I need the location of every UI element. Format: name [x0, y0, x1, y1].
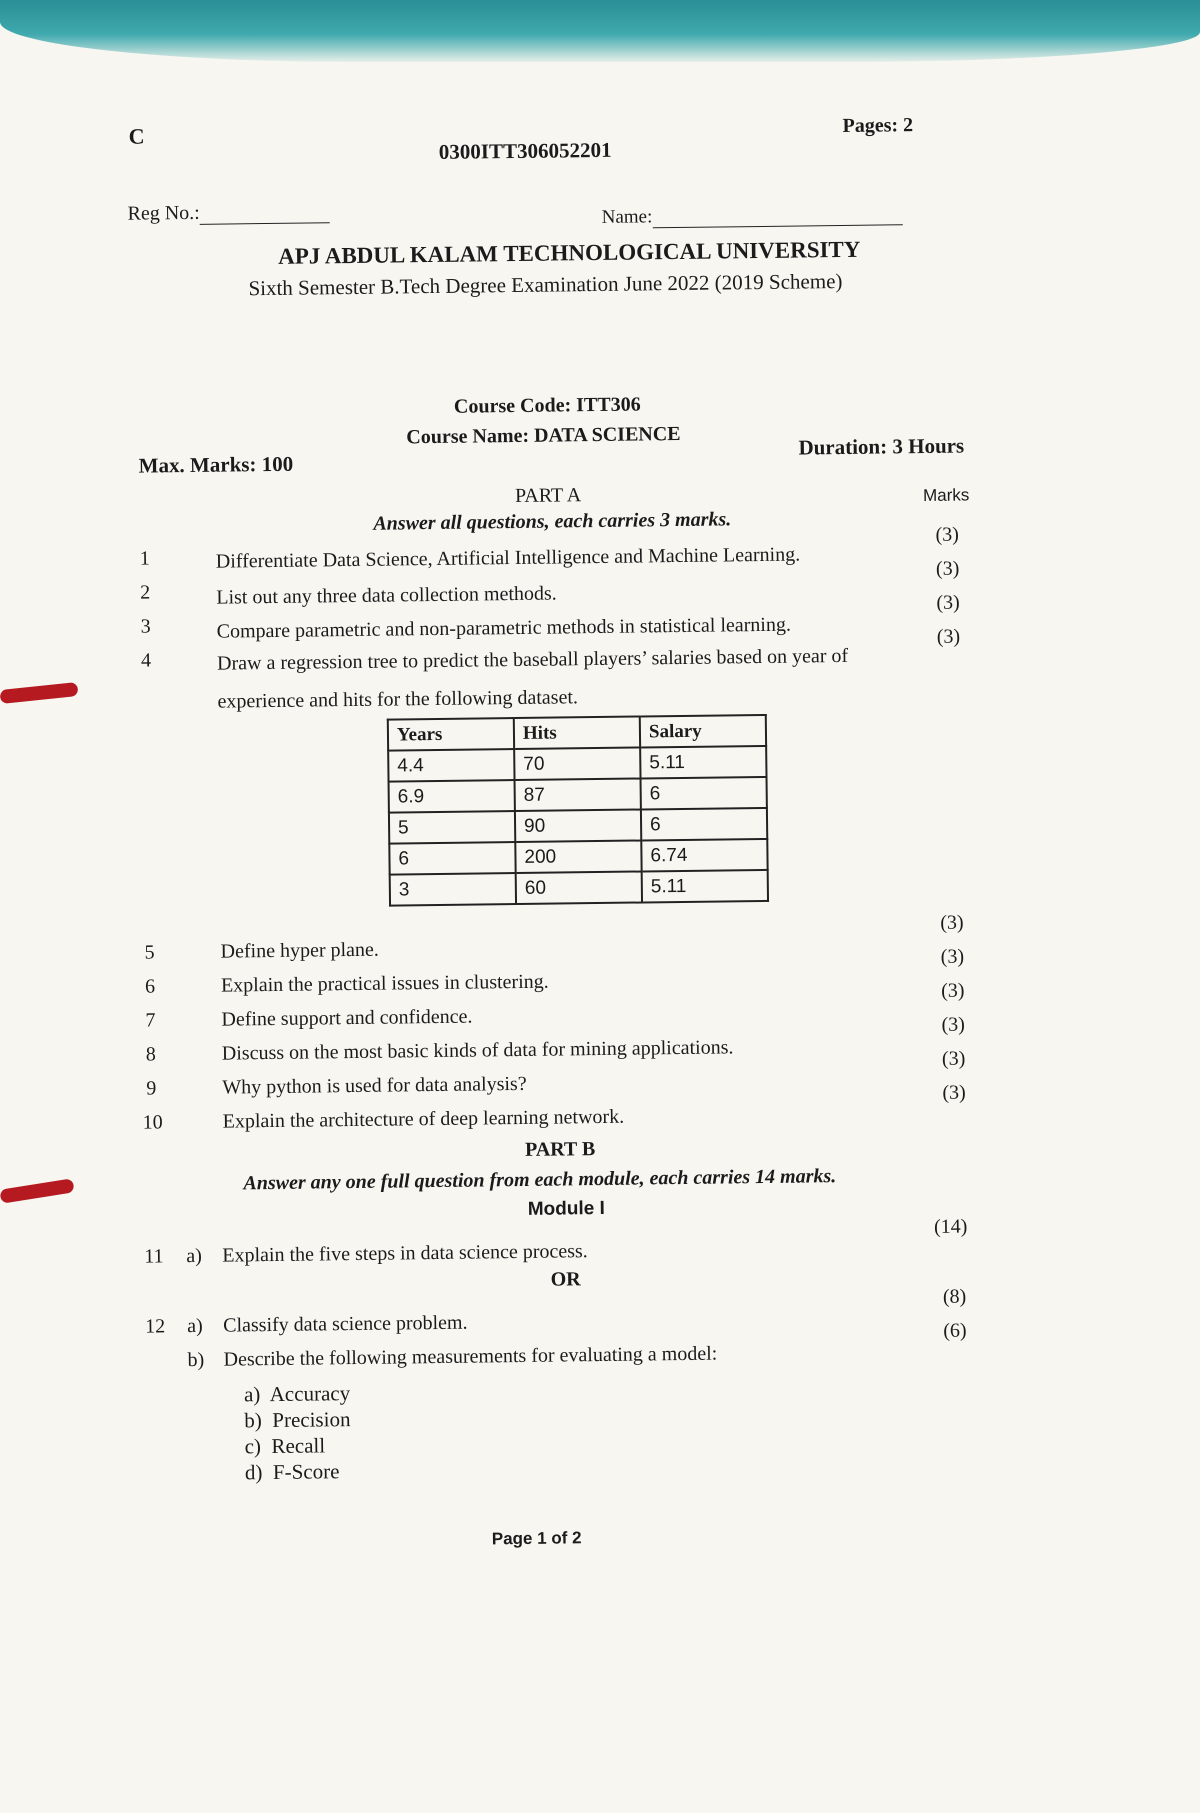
table-cell: 87	[515, 778, 641, 811]
max-marks: Max. Marks: 100	[138, 451, 294, 478]
question-marks: (3)	[936, 591, 960, 614]
list-item	[245, 1459, 351, 1486]
question-marks: (14)	[933, 1215, 968, 1238]
part-a-title: PART A	[514, 484, 582, 508]
question-text: Explain the practical issues in clustering.	[220, 970, 549, 997]
question-marks: (3)	[941, 979, 965, 1002]
page-count: Pages: 2	[842, 114, 914, 137]
paper-code: 0300ITT306052201	[438, 137, 612, 164]
course-name: Course Name: DATA SCIENCE	[406, 422, 681, 449]
question-number: 8	[145, 1043, 156, 1066]
question-number: 4	[140, 649, 152, 672]
question-number: 6	[144, 975, 156, 998]
table-cell: 6	[641, 808, 767, 841]
table-header-cell: Salary	[640, 715, 766, 748]
name-field	[602, 202, 903, 229]
question-text: Compare parametric and non-parametric methods in statistical learning.	[216, 613, 792, 643]
question-marks: (3)	[942, 1081, 966, 1104]
table-cell: 70	[514, 747, 640, 780]
dataset-table	[387, 714, 769, 907]
table-row	[390, 870, 768, 906]
table-cell: 6.9	[389, 780, 515, 813]
question-text: Define hyper plane.	[220, 938, 379, 963]
question-text: Explain the five steps in data science process.	[222, 1240, 588, 1267]
question-text: Discuss on the most basic kinds of data for mining applications.	[221, 1036, 734, 1065]
table-cell: 6	[389, 842, 515, 875]
list-item	[244, 1381, 350, 1408]
list-item-text: Recall	[271, 1433, 326, 1459]
name-label: Name:	[601, 206, 653, 228]
table-row	[389, 777, 767, 813]
question-text: Draw a regression tree to predict the baseball players’ salaries based on year of	[216, 644, 849, 675]
reg-no-field	[127, 199, 329, 225]
question-marks: (3)	[935, 523, 960, 546]
question-number: 3	[140, 615, 151, 638]
question-text: Describe the following measurements for evaluating a model:	[223, 1342, 718, 1371]
sub-question-label: a)	[186, 1244, 202, 1268]
measurement-list	[244, 1381, 351, 1486]
list-item-label: a)	[243, 1382, 261, 1407]
duration: Duration: 3 Hours	[798, 433, 965, 460]
or-separator: OR	[550, 1268, 581, 1291]
question-marks: (3)	[941, 1013, 966, 1036]
part-a-instruction: Answer all questions, each carries 3 marks.	[373, 508, 732, 535]
question-text: Why python is used for data analysis?	[222, 1072, 527, 1099]
question-marks: (3)	[940, 911, 964, 934]
list-item-label: b)	[244, 1408, 262, 1433]
table-cell: 3	[390, 873, 516, 906]
set-code: C	[128, 123, 145, 149]
table-cell: 60	[516, 871, 642, 904]
table-cell: 6.74	[641, 839, 767, 872]
question-number: 5	[144, 941, 155, 964]
question-text: Classify data science problem.	[223, 1311, 468, 1337]
part-b-title: PART B	[524, 1138, 596, 1161]
question-number: 12	[145, 1315, 166, 1338]
module-title: Module I	[527, 1197, 605, 1220]
table-cell: 5.11	[640, 746, 766, 779]
course-code: Course Code: ITT306	[453, 393, 641, 418]
question-text: Define support and confidence.	[221, 1005, 473, 1031]
question-marks: (6)	[943, 1319, 967, 1342]
page-footer: Page 1 of 2	[491, 1528, 582, 1549]
university-name: APJ ABDUL KALAM TECHNOLOGICAL UNIVERSITY	[277, 236, 861, 269]
question-number: 10	[142, 1111, 163, 1134]
list-item-text: Precision	[272, 1407, 351, 1433]
table-header-cell: Hits	[514, 717, 640, 750]
question-text: List out any three data collection methods.	[216, 582, 557, 609]
question-marks: (3)	[941, 1047, 966, 1070]
table-cell: 4.4	[388, 749, 514, 782]
table-row	[389, 839, 767, 875]
table-cell: 6	[641, 777, 767, 810]
list-item-text: Accuracy	[269, 1381, 351, 1407]
question-number: 2	[140, 581, 151, 604]
part-b-instruction: Answer any one full question from each module, each carries 14 marks.	[243, 1165, 837, 1195]
table-cell: 200	[515, 840, 641, 873]
list-item-label: d)	[244, 1460, 263, 1485]
sub-question-label: b)	[187, 1348, 205, 1372]
list-item	[244, 1407, 350, 1434]
reg-no-line	[200, 199, 330, 225]
marks-column-header: Marks	[922, 485, 970, 506]
exam-title: Sixth Semester B.Tech Degree Examination June 2022 (2019 Scheme)	[248, 268, 843, 301]
question-marks: (8)	[942, 1285, 967, 1308]
name-line	[652, 202, 902, 228]
question-text-continued: experience and hits for the following dataset.	[217, 686, 579, 713]
table-cell: 5.11	[642, 870, 768, 903]
question-text: Explain the architecture of deep learning network.	[222, 1105, 625, 1133]
table-header-cell: Years	[388, 718, 514, 751]
question-number: 9	[146, 1077, 157, 1100]
table-row	[389, 808, 767, 844]
table-row	[388, 746, 766, 782]
sub-question-label: a)	[187, 1314, 203, 1338]
table-cell: 90	[515, 809, 641, 842]
reg-no-label: Reg No.:	[127, 201, 200, 225]
list-item-label: c)	[244, 1434, 262, 1459]
list-item	[245, 1433, 351, 1460]
question-number: 7	[145, 1009, 156, 1032]
table-header-row	[388, 715, 766, 751]
table-cell: 5	[389, 811, 515, 844]
question-text: Differentiate Data Science, Artificial Intelligence and Machine Learning.	[215, 543, 801, 573]
question-number: 11	[144, 1245, 164, 1268]
question-number: 1	[139, 547, 150, 570]
question-marks: (3)	[935, 557, 960, 580]
question-marks: (3)	[936, 625, 961, 648]
question-marks: (3)	[940, 945, 965, 968]
list-item-text: F-Score	[272, 1459, 340, 1485]
